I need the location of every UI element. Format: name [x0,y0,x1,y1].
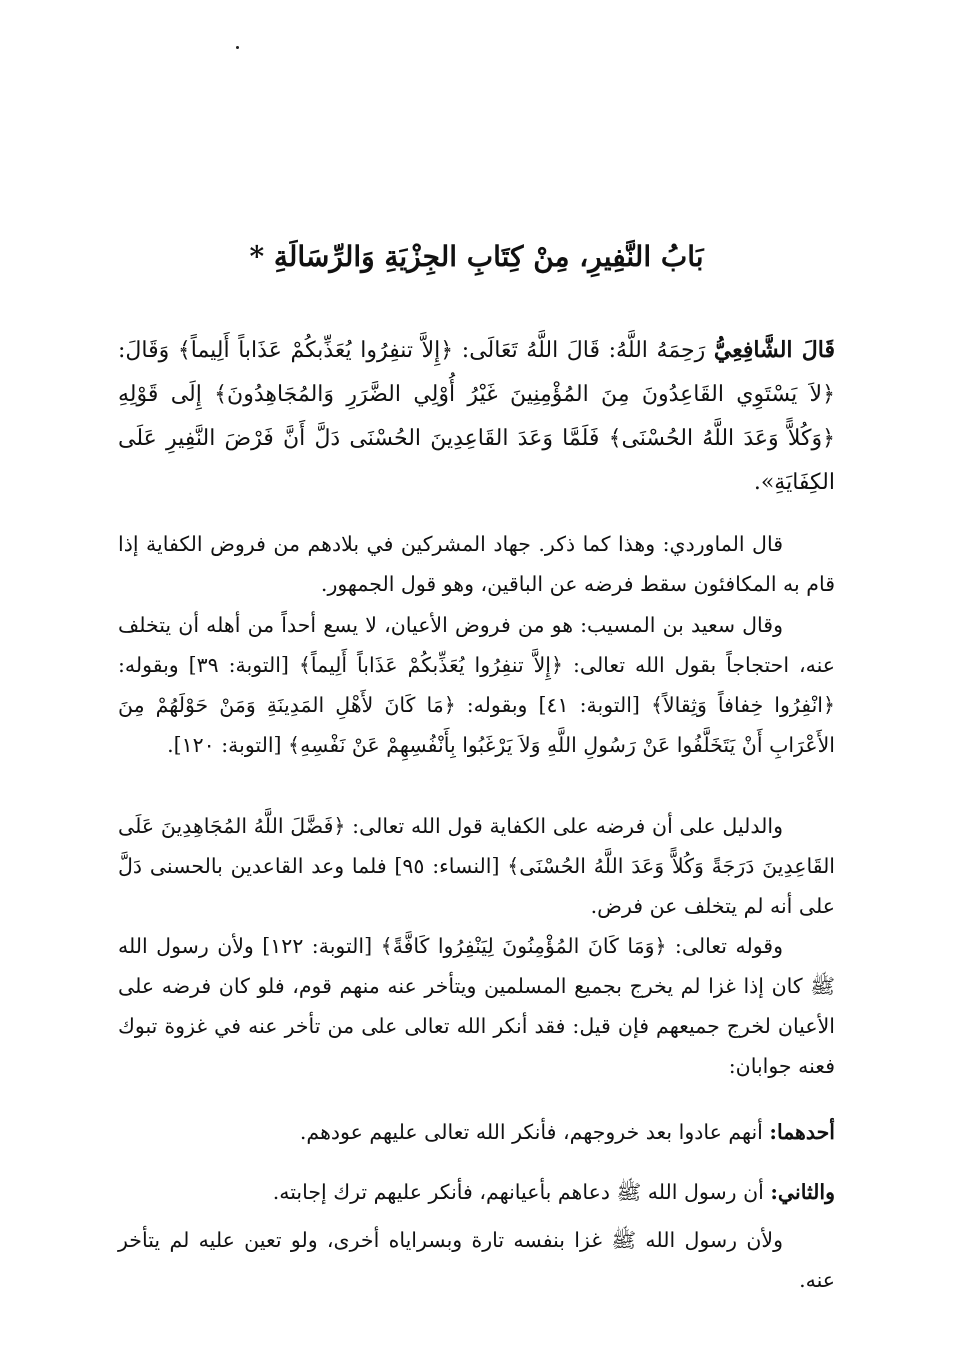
paragraph-evidence: والدليل على أن فرضه على الكفاية قول الله تعالى: ﴿فَضَّلَ اللَّهُ المُجَاهِدِينَ عَلَى القَاعِدِينَ دَرَجَةً وَكُلاًّ وَعَدَ اللَّهُ الحُسْنَى﴾ [النساء: ٩٥] فلما وعد القاعدين بالحسنى دَلَّ على أنه لم يتخلف عن فرض. [118,814,836,918]
scan-speck [236,46,239,49]
answer-first-text: أنهم عادوا بعد خروجهم، فأنكر الله تعالى عليهم عودهم. [299,1120,763,1144]
shafii-speaker: قَالَ الشَّافِعِيُّ [713,337,835,363]
shafii-paragraph [118,328,835,505]
paragraph-mawardi: قال الماوردي: وهذا كما ذكر. جهاد المشركين في بلادهم من فروض الكفاية إذا قام به المكافئون سقط فرضه عن الباقين، وهو قول الجمهور. [118,532,835,596]
answer-second-label: والثاني: [770,1180,835,1204]
answer-second-text: أن رسول الله ﷺ دعاهم بأعيانهم، فأنكر عليهم ترك إجابته. [272,1180,764,1204]
paragraph-closing: ولأن رسول الله ﷺ غزا بنفسه تارة وبسراياه أخرى، ولو تعين عليه لم يتأخر عنه. [118,1228,835,1292]
answer-second [160,1172,835,1212]
answer-first [160,1112,835,1152]
shafii-text: رَحِمَهُ اللَّهُ: قَالَ اللَّهُ تَعَالَى: ﴿إِلاَّ تنفِرُوا يُعَذِّبكُمْ عَذَاباً أَلِيماً﴾ وَقَالَ: ﴿لاَ يَسْتَوِي القَاعِدُونَ مِنَ المُؤْمِنِينَ غَيْرُ أُوْلِي الضَّرَرِ وَالمُجَاهِدُونَ﴾ إِلَى قَوْلِهِ ﴿وَكُلاًّ وَعَدَ اللَّهُ الحُسْنَى﴾ فَلَمَّا وَعَدَ القَاعِدِينَ الحُسْنَى دَلَّ أَنَّ فَرْضَ النَّفِيرِ عَلَى الكِفَايَةِ». [118,338,835,495]
chapter-title: بَابُ النَّفِيرِ، مِنْ كِتَابِ الجِزْيَةِ وَالرِّسَالَةِ * [249,240,704,273]
paragraph-ibn-musayyab: وقال سعيد بن المسيب: هو من فروض الأعيان، لا يسع أحداً من أهله أن يتخلف عنه، احتجاجاً بقول الله تعالى: ﴿إِلاَّ تنفِرُوا يُعَذِّبكُمْ عَذَاباً أَلِيماً﴾ [التوبة: ٣٩] وبقوله: ﴿انْفِرُوا خِفافاً وَثِقالاً﴾ [التوبة: ٤١] وبقوله: ﴿مَا كَانَ لأَهْلِ المَدِينَةِ وَمَنْ حَوْلَهُمْ مِنَ الأَعْرَابِ أَنْ يَتَخَلَّفُوا عَنْ رَسُولِ اللَّهِ وَلاَ يَرْغَبُوا بِأَنْفُسِهِمْ عَنْ نَفْسِهِ﴾ [التوبة: ١٢٠]. [118,613,835,757]
answer-first-label: أحدهما: [769,1120,835,1144]
paragraph-objection: وقوله تعالى: ﴿وَمَا كَانَ المُؤْمِنُونَ لِيَنْفِرُوا كَافَّةً﴾ [التوبة: ١٢٢] ولأن رسول الله ﷺ كان إذا غزا لم يخرج بجميع المسلمين ويتأخر عنه منهم قوم، فلو كان فرضه على الأعيان لخرج جميعهم فإن قيل: فقد أنكر الله تعالى على من تأخر عنه في غزوة تبوك فعنه جوابان: [118,934,835,1078]
